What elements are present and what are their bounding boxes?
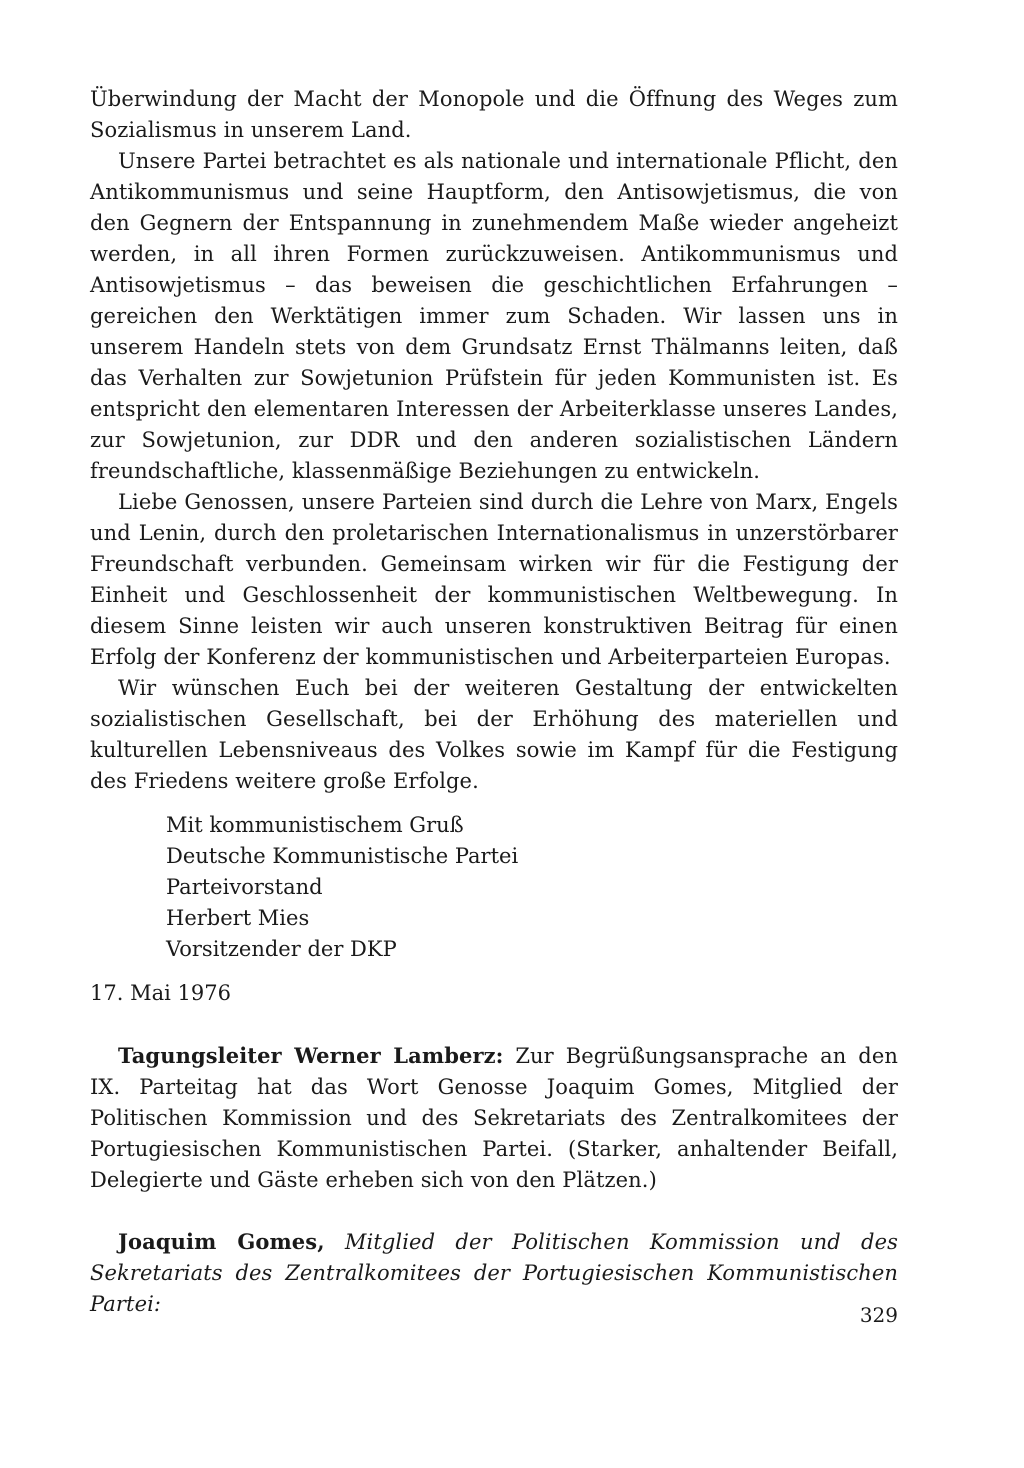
chair-speaker: Tagungsleiter Werner Lamberz: xyxy=(118,1043,504,1068)
signature-line: Vorsitzender der DKP xyxy=(166,937,397,961)
page-number: 329 xyxy=(859,1303,898,1327)
paragraph-continuation: Überwindung der Macht der Monopole und die Öffnung des Weges zum Sozialismus in unserem Land. xyxy=(90,87,898,142)
signature-line: Mit kommunistischem Gruß xyxy=(166,813,464,837)
paragraph-wishes: Wir wünschen Euch bei der weiteren Gestaltung der entwickelten sozialistischen Gesellschaft, bei der Erhöhung des materiellen und kulturellen Lebensniveaus des Volkes sowie im Kampf für die Festigung des Friedens weitere große Erfolge. xyxy=(90,676,898,793)
chair-remark xyxy=(90,1040,898,1196)
chair-text: Zur Begrüßungsansprache an den IX. Parteitag hat das Wort Genosse Joaquim Gomes, Mitglied der Politischen Kommission und des Sekretariats des Zentralkomitees der Portugiesischen Kommunistischen Partei. (Starker, anhaltender Beifall, Delegierte und Gäste erheben sich von den Plätzen.) xyxy=(90,1044,898,1192)
paragraph-anticommunism: Unsere Partei betrachtet es als nationale und internationale Pflicht, den Antikommunismus und seine Hauptform, den Antisowjetismus, die von den Gegnern der Entspannung in zunehmendem Maße wieder angeheizt werden, in all ihren Formen zurückzuweisen. Antikommunismus und Antisowjetismus – das beweisen die geschichtlichen Erfahrungen – gereichen den Werktätigen immer zum Schaden. Wir lassen uns in unserem Handeln stets von dem Grundsatz Ernst Thälmanns leiten, daß das Verhalten zur Sowjetunion Prüfstein für jeden Kommunisten ist. Es entspricht den elementaren Interessen der Arbeiterklasse unseres Landes, zur Sowjetunion, zur DDR und den anderen sozialistischen Ländern freundschaftliche, klassenmäßige Beziehungen zu entwickeln. xyxy=(90,149,898,483)
next-speaker-name: Joaquim Gomes, xyxy=(118,1229,325,1254)
paragraph-friendship: Liebe Genossen, unsere Parteien sind durch die Lehre von Marx, Engels und Lenin, durch den proletarischen Internationalismus in unzerstörbarer Freundschaft verbunden. Gemeinsam wirken wir für die Festigung der Einheit und Geschlossenheit der kommunistischen Weltbewegung. In diesem Sinne leisten wir auch unseren konstruktiven Beitrag für einen Erfolg der Konferenz der kommunistischen und Arbeiterparteien Europas. xyxy=(90,490,898,669)
signature-block xyxy=(166,810,518,965)
letter-body xyxy=(90,84,898,797)
letter-date: 17. Mai 1976 xyxy=(90,981,231,1005)
next-speaker-heading xyxy=(90,1226,898,1320)
signature-line: Deutsche Kommunistische Partei xyxy=(166,844,519,868)
signature-line: Parteivorstand xyxy=(166,875,323,899)
next-speaker-role: Mitglied der Politischen Kommission und des Sekretariats des Zentralkomitees der Portugiesischen Kommunistischen Partei: xyxy=(90,1230,898,1316)
signature-line: Herbert Mies xyxy=(166,906,310,930)
